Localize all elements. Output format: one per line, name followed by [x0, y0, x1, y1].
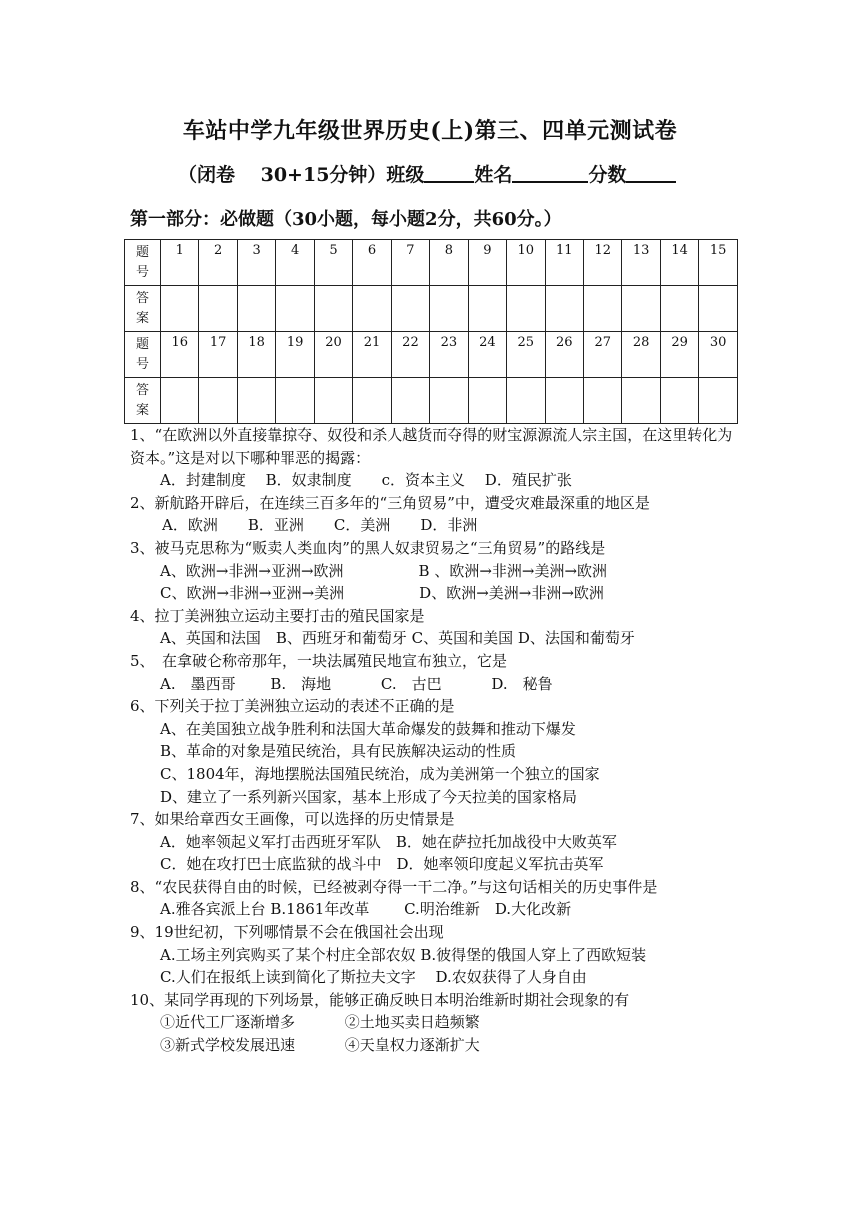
- question-options: A.雅各宾派上台 B.1861年改革 C.明治维新 D.大化改新: [160, 900, 572, 919]
- answer-cell[interactable]: [161, 286, 199, 332]
- number-cell: 9: [468, 240, 506, 286]
- question-stem: 4、拉丁美洲独立运动主要打击的殖民国家是: [130, 606, 425, 625]
- answer-cell[interactable]: [314, 286, 352, 332]
- answer-cell[interactable]: [545, 378, 583, 424]
- score-blank[interactable]: [626, 163, 676, 183]
- answer-cell[interactable]: [391, 378, 429, 424]
- number-cell: 8: [430, 240, 468, 286]
- name-label: 姓名: [474, 164, 513, 186]
- number-cell: 24: [468, 332, 506, 378]
- number-cell: 11: [545, 240, 583, 286]
- question-options: C.人们在报纸上读到简化了斯拉夫文字 D.农奴获得了人身自由: [160, 968, 587, 987]
- answer-row-2: [125, 378, 738, 424]
- number-cell: 22: [391, 332, 429, 378]
- number-cell: 16: [161, 332, 199, 378]
- row-label-number: 题 号: [125, 240, 161, 286]
- answer-cell[interactable]: [507, 378, 545, 424]
- answer-cell[interactable]: [276, 286, 314, 332]
- answer-cell[interactable]: [468, 286, 506, 332]
- question-stem: 5、 在拿破仑称帝那年，一块法属殖民地宣布独立，它是: [130, 651, 508, 670]
- question-stem: 9、19世纪初，下列哪情景不会在俄国社会出现: [130, 923, 444, 942]
- answer-cell[interactable]: [622, 378, 660, 424]
- answer-cell[interactable]: [199, 286, 237, 332]
- answer-cell[interactable]: [314, 378, 352, 424]
- answer-row-1: [125, 286, 738, 332]
- number-cell: 25: [507, 332, 545, 378]
- number-cell: 18: [237, 332, 275, 378]
- number-cell: 5: [314, 240, 352, 286]
- answer-cell[interactable]: [353, 286, 391, 332]
- answer-cell[interactable]: [161, 378, 199, 424]
- question-options: C、欧洲→非洲→亚洲→美洲 D、欧洲→美洲→非洲→欧洲: [160, 584, 604, 603]
- number-cell: 13: [622, 240, 660, 286]
- answer-cell[interactable]: [430, 286, 468, 332]
- question-options: A.工场主列宾购买了某个村庄全部农奴 B.彼得堡的俄国人穿上了西欧短装: [160, 945, 647, 964]
- question-options: A、在美国独立战争胜利和法国大革命爆发的鼓舞和推动下爆发: [160, 719, 576, 738]
- number-cell: 7: [391, 240, 429, 286]
- question-list: [130, 424, 740, 1057]
- number-cell: 21: [353, 332, 391, 378]
- number-cell: 29: [660, 332, 698, 378]
- number-cell: 12: [583, 240, 621, 286]
- answer-cell[interactable]: [237, 286, 275, 332]
- class-blank[interactable]: [424, 163, 474, 183]
- question-options: ①近代工厂逐渐增多 ②土地买卖日趋频繁: [160, 1013, 480, 1032]
- question-stem: 6、下列关于拉丁美洲独立运动的表述不正确的是: [130, 697, 455, 716]
- answer-cell[interactable]: [276, 378, 314, 424]
- number-cell: 27: [583, 332, 621, 378]
- question-options: A．欧洲 B．亚洲 C．美洲 D．非洲: [162, 516, 478, 535]
- number-cell: 1: [161, 240, 199, 286]
- number-cell: 17: [199, 332, 237, 378]
- question-options: B、革命的对象是殖民统治，具有民族解决运动的性质: [160, 742, 517, 761]
- question-stem: 1、“在欧洲以外直接靠掠夺、奴役和杀人越货而夺得的财宝源源流人宗主国，在这里转化为资本。”这是对以下哪种罪恶的揭露：: [130, 426, 733, 467]
- number-cell: 19: [276, 332, 314, 378]
- answer-cell[interactable]: [622, 286, 660, 332]
- question-stem: 8、“农民获得自由的时候，已经被剥夺得一干二净。”与这句话相关的历史事件是: [130, 877, 658, 896]
- name-blank[interactable]: [512, 163, 588, 183]
- number-cell: 10: [507, 240, 545, 286]
- number-cell: 14: [660, 240, 698, 286]
- answer-cell[interactable]: [237, 378, 275, 424]
- number-cell: 6: [353, 240, 391, 286]
- answer-cell[interactable]: [391, 286, 429, 332]
- row-label-answer: 答 案: [125, 378, 161, 424]
- question-options: A、英国和法国 B、西班牙和葡萄牙 C、英国和美国 D、法国和葡萄牙: [160, 629, 635, 648]
- number-cell: 23: [430, 332, 468, 378]
- question-options: C．她在攻打巴士底监狱的战斗中 D．她率领印度起义军抗击英军: [160, 855, 604, 874]
- exam-subtitle: [178, 160, 676, 187]
- answer-cell[interactable]: [699, 378, 738, 424]
- subtitle-prefix: （闭卷 30+15分钟）班级: [178, 164, 425, 186]
- answer-cell[interactable]: [199, 378, 237, 424]
- number-cell: 3: [237, 240, 275, 286]
- number-cell: 28: [622, 332, 660, 378]
- question-stem: 7、如果给章西女王画像，可以选择的历史情景是: [130, 810, 455, 829]
- number-cell: 20: [314, 332, 352, 378]
- answer-cell[interactable]: [545, 286, 583, 332]
- answer-cell[interactable]: [699, 286, 738, 332]
- question-stem: 3、被马克思称为“贩卖人类血肉”的黑人奴隶贸易之“三角贸易”的路线是: [130, 538, 606, 557]
- number-row-2: [125, 332, 738, 378]
- answer-cell[interactable]: [583, 286, 621, 332]
- number-cell: 2: [199, 240, 237, 286]
- number-cell: 26: [545, 332, 583, 378]
- section-heading: 第一部分：必做题（30小题，每小题2分，共60分。）: [130, 209, 562, 230]
- answer-cell[interactable]: [660, 378, 698, 424]
- answer-cell[interactable]: [507, 286, 545, 332]
- question-options: A. 墨西哥 B. 海地 C. 古巴 D. 秘鲁: [160, 674, 553, 693]
- number-cell: 15: [699, 240, 738, 286]
- question-options: ③新式学校发展迅速 ④天皇权力逐渐扩大: [160, 1036, 480, 1055]
- question-options: A．她率领起义军打击西班牙军队 B．她在萨拉托加战役中大败英军: [160, 832, 617, 851]
- question-stem: 2、新航路开辟后，在连续三百多年的“三角贸易”中，遭受灾难最深重的地区是: [130, 493, 650, 512]
- answer-grid: [124, 239, 738, 424]
- answer-cell[interactable]: [353, 378, 391, 424]
- question-options: A．封建制度 B．奴隶制度 c．资本主义 D．殖民扩张: [160, 471, 572, 490]
- score-label: 分数: [588, 164, 627, 186]
- answer-cell[interactable]: [468, 378, 506, 424]
- question-stem: 10、某同学再现的下列场景，能够正确反映日本明治维新时期社会现象的有: [130, 990, 630, 1009]
- answer-cell[interactable]: [430, 378, 468, 424]
- number-cell: 4: [276, 240, 314, 286]
- question-options: A、欧洲→非洲→亚洲→欧洲 B 、欧洲→非洲→美洲→欧洲: [160, 561, 608, 580]
- exam-title: 车站中学九年级世界历史(上)第三、四单元测试卷: [182, 118, 678, 144]
- row-label-number: 题 号: [125, 332, 161, 378]
- question-options: C、1804年，海地摆脱法国殖民统治，成为美洲第一个独立的国家: [160, 764, 600, 783]
- answer-cell[interactable]: [660, 286, 698, 332]
- question-options: D、建立了一系列新兴国家，基本上形成了今天拉美的国家格局: [160, 787, 578, 806]
- row-label-answer: 答 案: [125, 286, 161, 332]
- answer-cell[interactable]: [583, 378, 621, 424]
- number-row-1: [125, 240, 738, 286]
- number-cell: 30: [699, 332, 738, 378]
